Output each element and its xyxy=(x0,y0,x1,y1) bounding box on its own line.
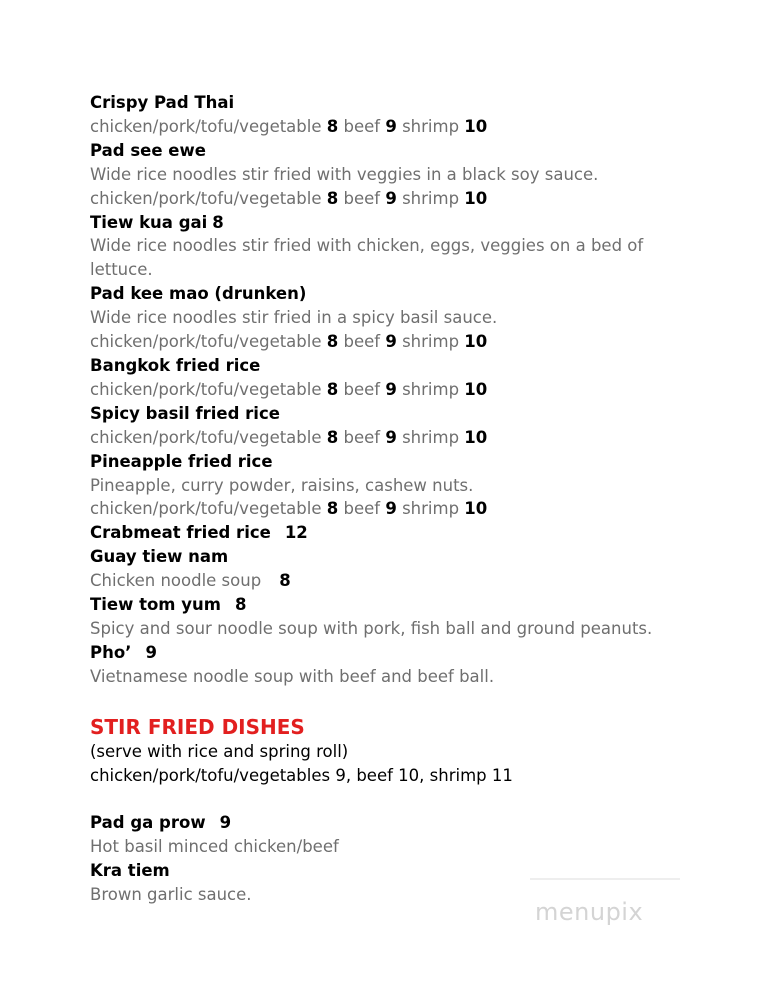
item-price: 8 xyxy=(212,212,224,232)
item-description: Spicy and sour noodle soup with pork, fish ball and ground peanuts. xyxy=(90,618,653,638)
menu-item-name xyxy=(90,545,730,569)
price-options: chicken/pork/tofu/vegetable 8 beef 9 shrimp 10 xyxy=(90,188,488,208)
item-price: 9 xyxy=(145,642,157,662)
item-description: Wide rice noodles stir fried with chicken, eggs, veggies on a bed of xyxy=(90,236,644,256)
item-title: Pad kee mao (drunken) xyxy=(90,284,307,304)
menu-item-name xyxy=(90,282,730,306)
menu-item-name xyxy=(90,811,730,835)
watermark-line xyxy=(530,878,680,880)
item-title: Tiew kua gai xyxy=(90,212,208,232)
item-title: Crabmeat fried rice xyxy=(90,523,271,543)
item-description: Pineapple, curry powder, raisins, cashew nuts. xyxy=(90,475,474,495)
price-options: chicken/pork/tofu/vegetable 8 beef 9 shrimp 10 xyxy=(90,427,488,447)
item-price: 12 xyxy=(284,523,308,543)
menu-item-name xyxy=(90,91,730,115)
item-description-cont: lettuce. xyxy=(90,260,153,280)
item-title: Tiew tom yum xyxy=(90,595,221,615)
item-description: Brown garlic sauce. xyxy=(90,885,252,905)
item-title: Pad see ewe xyxy=(90,140,206,160)
item-title: Pad ga prow xyxy=(90,813,206,833)
item-title: Crispy Pad Thai xyxy=(90,93,235,112)
price-options: chicken/pork/tofu/vegetable 8 beef 9 shrimp 10 xyxy=(90,116,488,136)
item-description: Hot basil minced chicken/beef xyxy=(90,837,339,857)
section-pricing: chicken/pork/tofu/vegetables 9, beef 10, shrimp 11 xyxy=(90,765,513,785)
item-price: 8 xyxy=(279,571,291,591)
item-price: 9 xyxy=(219,813,232,833)
menu-item-name xyxy=(90,402,730,426)
menu-item-name xyxy=(90,521,730,545)
menu-item-name xyxy=(90,450,730,474)
menu-item-name xyxy=(90,593,730,617)
watermark-logo: menupix xyxy=(535,898,644,926)
spacer xyxy=(90,787,730,811)
menu-item-name xyxy=(90,641,730,665)
item-price: 8 xyxy=(234,595,247,615)
price-options: chicken/pork/tofu/vegetable 8 beef 9 shrimp 10 xyxy=(90,332,488,352)
menu-item-name xyxy=(90,211,730,235)
item-description: Wide rice noodles stir fried in a spicy basil sauce. xyxy=(90,308,498,328)
menu-page xyxy=(90,91,730,907)
item-title: Spicy basil fried rice xyxy=(90,403,280,423)
menu-item-name xyxy=(90,139,730,163)
price-options: chicken/pork/tofu/vegetable 8 beef 9 shrimp 10 xyxy=(90,379,488,399)
item-description: Vietnamese noodle soup with beef and beef ball. xyxy=(90,666,495,686)
item-title: Pho’ xyxy=(90,642,132,662)
item-title: Pineapple fried rice xyxy=(90,451,273,471)
item-title: Guay tiew nam xyxy=(90,547,229,567)
menu-item-name xyxy=(90,354,730,378)
item-description: Chicken noodle soup 8 xyxy=(90,571,291,591)
item-title: Bangkok fried rice xyxy=(90,355,261,375)
price-options: chicken/pork/tofu/vegetable 8 beef 9 shrimp 10 xyxy=(90,499,488,519)
section-title: STIR FRIED DISHES xyxy=(90,714,305,739)
section-note: (serve with rice and spring roll) xyxy=(90,741,349,761)
item-title: Kra tiem xyxy=(90,861,170,881)
item-description: Wide rice noodles stir fried with veggies in a black soy sauce. xyxy=(90,164,599,184)
